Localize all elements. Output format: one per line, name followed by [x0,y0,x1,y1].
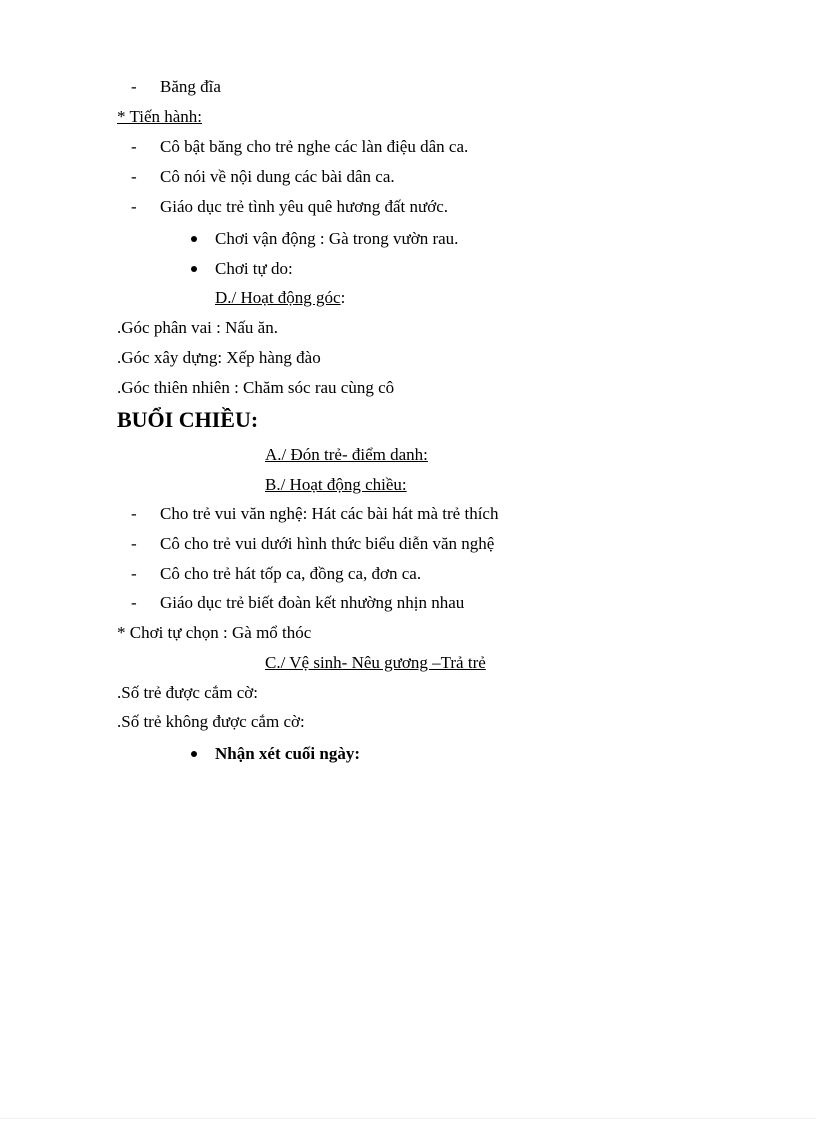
procedure-title: * Tiến hành: [117,107,203,126]
procedure-bullet-text: Chơi vận động : Gà trong vườn rau. [215,229,459,248]
dash-marker: - [131,197,137,216]
page-bottom-divider [0,1118,816,1119]
afternoon-heading: BUỔI CHIỀU: [117,407,259,432]
bullet-icon [191,266,197,272]
procedure-item-text: Giáo dục trẻ tình yêu quê hương đất nước. [160,197,449,216]
procedure-item-text: Cô bật băng cho trẻ nghe các làn điệu dân ca. [160,137,469,156]
materials-item-text: Băng đĩa [160,77,221,96]
flag-no-line: .Số trẻ không được cắm cờ: [117,712,305,731]
dash-marker: - [131,77,137,96]
corners-title-text: D./ Hoạt động góc [215,288,341,307]
bullet-icon [191,751,197,757]
free-play-line: * Chơi tự chọn : Gà mổ thóc [117,623,312,642]
afternoon-item-text: Cho trẻ vui văn nghệ: Hát các bài hát mà trẻ thích [160,504,499,523]
afternoon-item-text: Cô cho trẻ vui dưới hình thức biểu diễn văn nghệ [160,534,495,553]
end-of-day-text: Nhận xét cuối ngày: [215,744,360,763]
flag-yes-line: .Số trẻ được cắm cờ: [117,683,258,702]
afternoon-item-text: Cô cho trẻ hát tốp ca, đồng ca, đơn ca. [160,564,422,583]
corners-title-suffix: : [340,288,346,307]
corners-title [215,288,345,308]
section-a-title: A./ Đón trẻ- điểm danh: [265,445,428,464]
corner-item: .Góc phân vai : Nấu ăn. [117,318,278,337]
afternoon-item-text: Giáo dục trẻ biết đoàn kết nhường nhịn nhau [160,593,465,612]
dash-marker: - [131,534,137,553]
procedure-item-text: Cô nói về nội dung các bài dân ca. [160,167,395,186]
bullet-icon [191,236,197,242]
section-c-title: C./ Vệ sinh- Nêu gương –Trả trẻ [265,653,486,672]
dash-marker: - [131,137,137,156]
dash-marker: - [131,504,137,523]
corner-item: .Góc xây dựng: Xếp hàng đào [117,348,321,367]
procedure-bullet-text: Chơi tự do: [215,259,293,278]
dash-marker: - [131,564,137,583]
corner-item: .Góc thiên nhiên : Chăm sóc rau cùng cô [117,378,395,397]
section-b-title: B./ Hoạt động chiều: [265,475,407,494]
dash-marker: - [131,167,137,186]
dash-marker: - [131,593,137,612]
